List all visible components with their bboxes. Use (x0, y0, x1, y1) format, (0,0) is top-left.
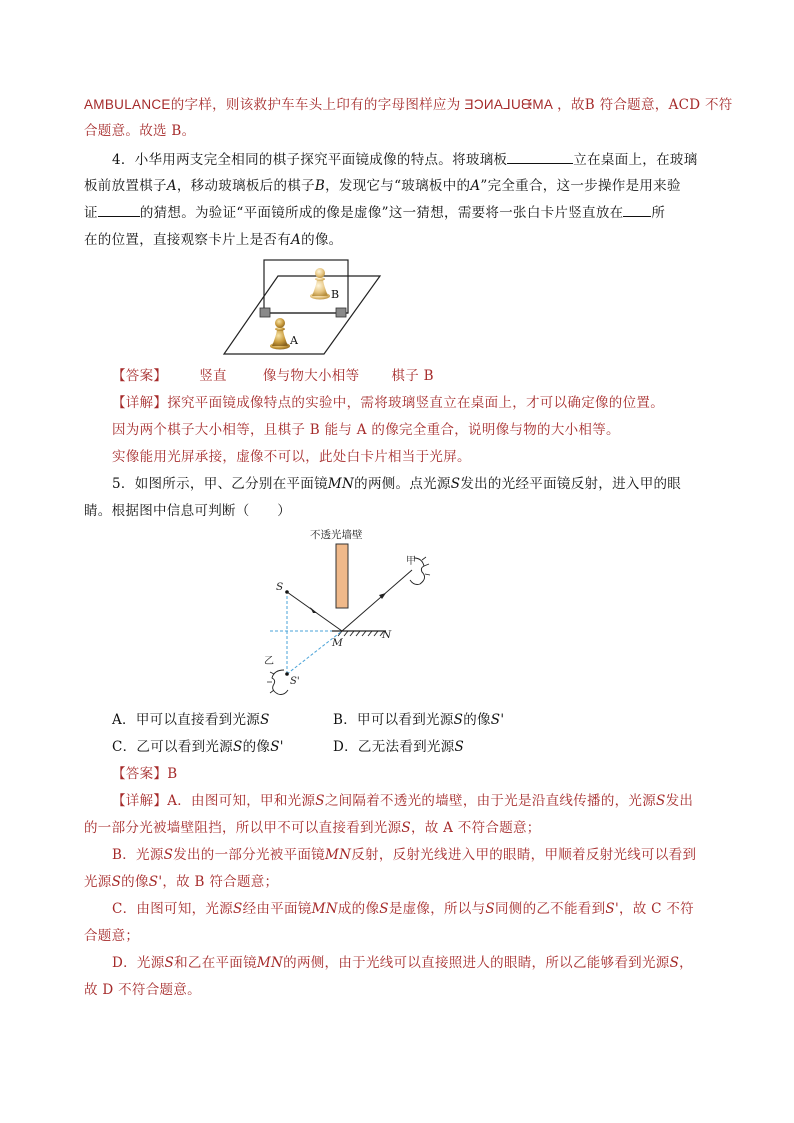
q4-detail-line-2: 因为两个棋子大小相等，且棋子 B 能与 A 的像完全重合，说明像与物的大小相等。 (112, 422, 620, 438)
q5-text: 5．如图所示，甲、乙分别在平面镜 (112, 476, 328, 492)
option-D-text: D．乙无法看到光源 (333, 739, 455, 755)
detail-text: ，故 C 不符 (618, 901, 694, 917)
option-B-text: 的像 (463, 712, 491, 728)
mirror-reflection-figure (262, 524, 442, 704)
pawn-B (310, 268, 330, 300)
detail-text: 光源 (84, 874, 112, 890)
wall-label: 不透光墙壁 (310, 529, 363, 541)
detail-text: 探究平面镜成像特点的实验中，需将玻璃竖直立在桌面上，才可以确定像的位置。 (167, 395, 665, 411)
pawn-A (270, 318, 290, 350)
q4-text: ”完全重合，这一步操作是用来验 (480, 178, 681, 194)
q4-text: 的猜想。为验证“平面镜所成的像是虚像”这一猜想，需要将一张白卡片竖直放在 (139, 205, 624, 221)
q4-text: ，移动玻璃板后的棋子 (176, 178, 315, 194)
mirror-chess-figure (220, 256, 390, 360)
q5-detail-A-2 (84, 819, 541, 837)
var-S: S (233, 901, 243, 917)
var-MN: MN (311, 901, 338, 917)
label-B: B (331, 288, 340, 301)
q5-text: 发出的光经平面镜反射，进入甲的眼 (460, 476, 682, 492)
q4-line-4 (84, 231, 342, 249)
var-S: S (111, 874, 122, 890)
var-S: S (233, 739, 243, 755)
q3-tail-line-2: 合题意。故选 B。 (84, 123, 196, 139)
detail-text: 发出 (665, 793, 694, 809)
reflected-ray (342, 570, 412, 631)
glass-support-right (336, 308, 346, 317)
q3-text: ，故B 符合题意，ACD 不符 (557, 97, 733, 113)
answer-blank[interactable] (507, 151, 573, 164)
detail-text: 发出的一部分光被平面镜 (173, 847, 325, 863)
var-A: A (166, 178, 177, 194)
answer-tag: 【答案】 (112, 766, 168, 782)
var-A: A (291, 232, 302, 248)
q5-detail-B-2 (84, 873, 278, 891)
var-S: S (485, 901, 495, 917)
q5-detail-B-1 (112, 846, 696, 864)
detail-text: 之间隔着不透光的墙壁，由于光是沿直线传播的，光源 (324, 793, 657, 809)
var-S: S (164, 955, 175, 971)
q4-detail-line-1 (112, 394, 664, 412)
answer-value: B (167, 766, 178, 782)
q5-detail-A-1 (112, 792, 693, 810)
label-S: S (276, 581, 284, 593)
var-S: S (450, 476, 461, 492)
label-yi: 乙 (264, 656, 274, 667)
q4-answer-line (112, 367, 434, 385)
label-N: N (382, 629, 392, 641)
var-S: S (454, 739, 465, 755)
q3-text: 的字样，则该救护车车头上印有的字母图样应为 (170, 97, 461, 113)
var-MN: MN (327, 476, 355, 492)
q4-text: 4．小华用两支完全相同的棋子探究平面镜成像的特点。将玻璃板 (112, 152, 508, 168)
q5-line-1 (112, 475, 681, 493)
label-Sp: S' (290, 676, 300, 687)
glass-plate (264, 260, 348, 313)
q4-line-2 (84, 177, 681, 195)
detail-text: ，故 B 符合题意； (162, 874, 279, 890)
detail-text: 是虚像，所以与 (388, 901, 486, 917)
answer-value: 棋子 B (391, 368, 434, 384)
detail-text: B．光源 (112, 847, 164, 863)
var-Sp: S' (605, 901, 619, 917)
q4-line-3 (84, 204, 665, 222)
opaque-wall (336, 544, 348, 608)
detail-text: 同侧的乙不能看到 (494, 901, 606, 917)
q4-text: 立在桌面上，在玻璃 (573, 152, 698, 168)
option-B-text: B．甲可以看到光源 (333, 712, 454, 728)
q4-line-1 (112, 151, 698, 169)
option-B[interactable] (333, 711, 504, 729)
label-A: A (290, 334, 298, 347)
detail-text: 反射，反射光线进入甲的眼睛，甲顺着反射光线可以看到 (351, 847, 697, 863)
detail-tag: 【详解】 (112, 395, 168, 411)
detail-text: 和乙在平面镜 (174, 955, 257, 971)
var-Sp: S' (148, 874, 163, 890)
q4-detail-line-3: 实像能用光屏承接，虚像不可以，此处白卡片相当于光屏。 (112, 449, 471, 465)
var-Sp: S' (490, 712, 505, 728)
var-S: S (379, 901, 389, 917)
detail-text: 的一部分光被墙壁阻挡，所以甲不可以直接看到光源 (84, 820, 402, 836)
option-C-text: C．乙可以看到光源 (112, 739, 234, 755)
detail-text: D．光源 (112, 955, 165, 971)
detail-text: 的两侧，由于光线可以直接照进人的眼睛，所以乙能够看到光源 (283, 955, 670, 971)
mirror-word: ƎƆИA⅃UᙠMA (464, 97, 554, 112)
label-jia: 甲 (406, 556, 416, 567)
var-S: S (163, 847, 174, 863)
detail-text: 的像 (121, 874, 149, 890)
answer-value: 竖直 (199, 368, 227, 384)
q3-tail-line-1 (84, 96, 733, 114)
option-D[interactable] (333, 738, 464, 756)
detail-text: A．由图可知，甲和光源 (167, 793, 316, 809)
option-A[interactable] (112, 711, 270, 729)
glass-support-left (260, 308, 270, 317)
option-A-text: A．甲可以直接看到光源 (112, 712, 261, 728)
var-Sp: S' (270, 739, 284, 755)
q5-detail-D-2: 故 D 不符合题意。 (84, 982, 201, 998)
answer-tag: 【答案】 (112, 368, 168, 384)
var-MN: MN (256, 955, 284, 971)
label-M: M (332, 637, 343, 649)
q4-text: 所 (651, 205, 666, 221)
q5-detail-D-1 (112, 954, 693, 972)
detail-text: ， (679, 955, 693, 971)
q4-text: 证 (84, 205, 98, 221)
option-C[interactable] (112, 738, 284, 756)
answer-blank[interactable] (623, 204, 651, 217)
detail-text: 经由平面镜 (242, 901, 312, 917)
detail-text: C．由图可知，光源 (112, 901, 234, 917)
answer-value: 像与物大小相等 (262, 368, 360, 384)
var-B: B (314, 178, 326, 194)
var-S: S (401, 820, 411, 836)
var-S: S (669, 955, 680, 971)
answer-blank[interactable] (98, 204, 140, 217)
q5-answer-line (112, 765, 177, 783)
virtual-image-Sp (285, 672, 289, 676)
q5-line-2: 睛。根据图中信息可判断（ ） (84, 503, 291, 519)
q5-detail-C-2: 合题意； (84, 928, 140, 944)
detail-text: 成的像 (337, 901, 380, 917)
q5-detail-C-1 (112, 900, 694, 918)
var-S: S (315, 793, 325, 809)
q4-text: 在的位置，直接观察卡片上是否有 (84, 232, 291, 248)
table-plane (224, 276, 380, 354)
var-S: S (453, 712, 464, 728)
var-S: S (260, 712, 270, 728)
q4-text: 的像。 (301, 232, 343, 248)
ambulance-word: AMBULANCE (84, 97, 171, 112)
q4-text: ，发现它与“玻璃板中的 (325, 178, 471, 194)
var-A: A (470, 178, 481, 194)
detail-tag: 【详解】 (112, 793, 168, 809)
var-S: S (656, 793, 666, 809)
option-C-text: 的像 (242, 739, 271, 755)
var-MN: MN (325, 847, 352, 863)
q4-text: 板前放置棋子 (84, 178, 167, 194)
q5-text: 的两侧。点光源 (354, 476, 451, 492)
detail-text: ，故 A 不符合题意； (410, 820, 541, 836)
